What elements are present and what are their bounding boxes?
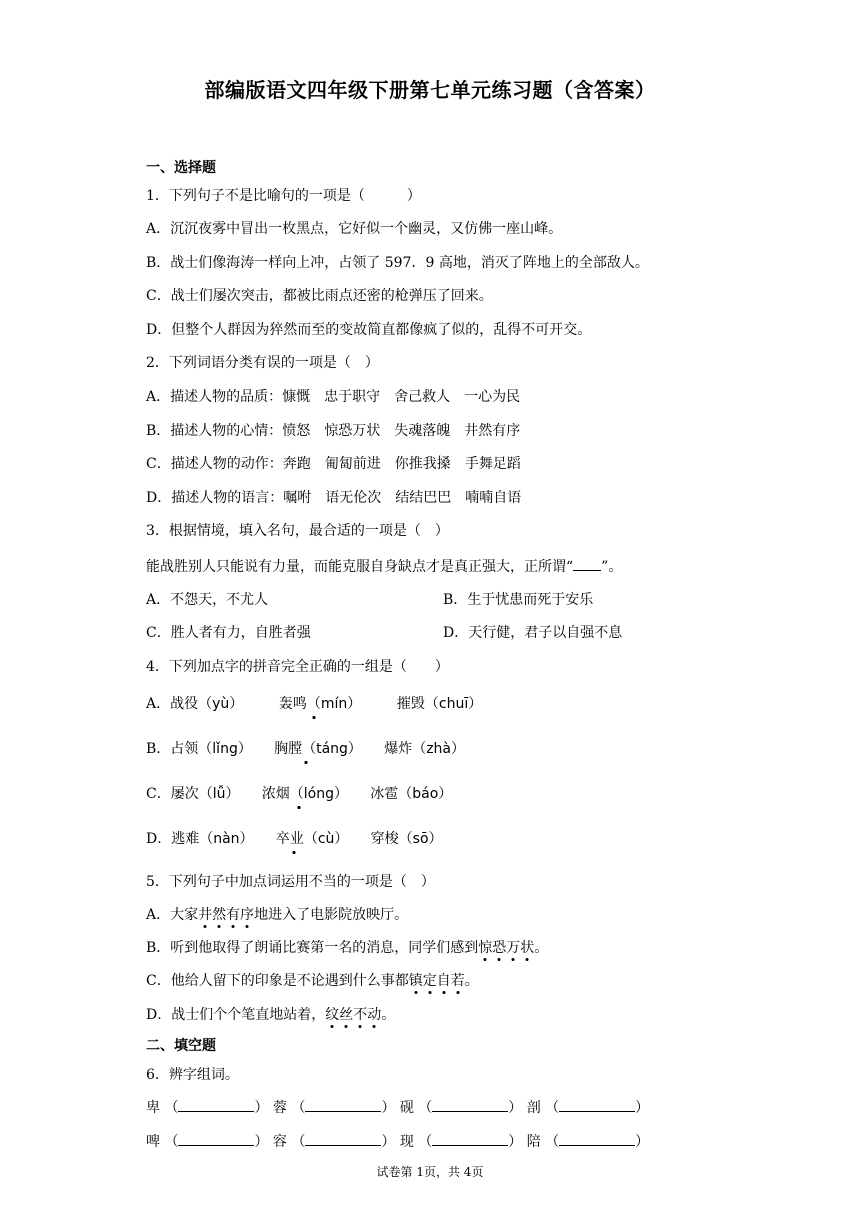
question-2-stem: 2．下列词语分类有误的一项是（ ）	[146, 355, 379, 371]
question-4-option-c: C．屡次（lǚ） 浓烟（lóng） 冰雹（báo）	[146, 786, 453, 802]
paren-close: ）	[635, 1134, 650, 1150]
question-3-option-b: B．生于忧患而死于安乐	[443, 592, 594, 608]
word-char: 现 （	[399, 1134, 433, 1150]
dotted-char: 若	[450, 973, 465, 989]
question-5-option-c: C．他给人留下的印象是不论遇到什么事都镇定自若。	[146, 973, 479, 989]
question-3-stem: 3．根据情境，填入名句，最合适的一项是（ ）	[146, 523, 449, 539]
dotted-char: 序	[240, 907, 255, 923]
word-char: 啤 （	[146, 1134, 179, 1150]
answer-blank[interactable]	[178, 1097, 254, 1112]
paren-close: ）	[635, 1100, 650, 1116]
paren-close: ）	[254, 1134, 273, 1150]
dotted-char: 动	[367, 1007, 382, 1023]
dotted-char: 惊	[478, 940, 493, 956]
paren-close: ）	[254, 1100, 273, 1116]
question-2-option-a: A．描述人物的品质：慷慨 忠于职守 舍己救人 一心为民	[146, 389, 521, 405]
word-char: 蓉 （	[272, 1100, 306, 1116]
answer-blank[interactable]	[305, 1131, 381, 1146]
page-title: 部编版语文四年级下册第七单元练习题（含答案）	[204, 78, 656, 102]
question-4-option-b: B．占领（lǐng） 胸膛（táng） 爆炸（zhà）	[146, 741, 466, 757]
answer-blank[interactable]	[178, 1131, 254, 1146]
section-heading-fill: 二、填空题	[146, 1038, 216, 1054]
question-5-option-d: D．战士们个个笔直地站着，纹丝不动。	[146, 1007, 396, 1023]
question-3-context: 能战胜别人只能说有力量，而能克服自身缺点才是真正强大，正所谓“ ”。	[146, 556, 622, 577]
word-char: 砚 （	[399, 1100, 433, 1116]
answer-blank[interactable]	[432, 1131, 508, 1146]
dotted-word	[478, 940, 534, 956]
paren-close: ）	[381, 1134, 400, 1150]
paren-close: ）	[508, 1134, 527, 1150]
word-char: 剖 （	[526, 1100, 560, 1116]
question-5-option-a: A．大家井然有序地进入了电影院放映厅。	[146, 907, 409, 923]
question-4-stem: 4．下列加点字的拼音完全正确的一组是（ ）	[146, 659, 449, 675]
paren-close: ）	[381, 1100, 400, 1116]
dotted-char: 自	[436, 973, 451, 989]
question-6-row-1	[146, 1097, 649, 1118]
question-4-option-a: A．战役（yù） 轰鸣（mín） 摧毁（chuī）	[146, 696, 483, 712]
dotted-char: 井	[198, 907, 213, 923]
question-3-option-c: C．胜人者有力，自胜者强	[146, 625, 311, 641]
question-1-option-d: D．但整个人群因为猝然而至的变故简直都像疯了似的，乱得不可开交。	[146, 322, 592, 338]
question-3-option-d: D．天行健，君子以自强不息	[443, 625, 623, 641]
question-2-option-c: C．描述人物的动作：奔跑 匍匐前进 你推我搡 手舞足蹈	[146, 456, 521, 472]
question-6-stem: 6．辨字组词。	[146, 1067, 239, 1083]
answer-blank[interactable]	[559, 1097, 635, 1112]
question-2-option-b: B．描述人物的心情：愤怒 惊恐万状 失魂落魄 井然有序	[146, 423, 521, 439]
question-4-option-d: D．逃难（nàn） 卒业（cù） 穿梭（sō）	[146, 831, 443, 847]
dotted-char: 然	[212, 907, 227, 923]
dotted-char: 状	[520, 940, 535, 956]
question-1-stem: 1．下列句子不是比喻句的一项是（ ）	[146, 188, 421, 204]
answer-blank[interactable]	[559, 1131, 635, 1146]
dotted-char: 丝	[339, 1007, 354, 1023]
dotted-word	[325, 1007, 381, 1023]
question-1-option-b: B．战士们像海涛一样向上冲，占领了 597．9 高地，消灭了阵地上的全部敌人。	[146, 255, 649, 271]
dotted-word	[409, 973, 465, 989]
question-1-option-c: C．战士们屡次突击，都被比雨点还密的枪弹压了回来。	[146, 288, 493, 304]
dotted-char: 有	[226, 907, 241, 923]
word-char: 陪 （	[526, 1134, 560, 1150]
dotted-char: 定	[422, 973, 437, 989]
question-3-option-a: A．不怨天，不尤人	[146, 592, 269, 608]
answer-blank[interactable]	[432, 1097, 508, 1112]
question-6-row-2	[146, 1131, 649, 1152]
section-heading-choice: 一、选择题	[146, 160, 216, 176]
dotted-word	[198, 907, 254, 923]
dotted-char: 恐	[492, 940, 507, 956]
page-footer: 试卷第 1页，共 4页	[376, 1165, 484, 1179]
dotted-char: 万	[506, 940, 521, 956]
question-1-option-a: A．沉沉夜雾中冒出一枚黑点，它好似一个幽灵，又仿佛一座山峰。	[146, 221, 563, 237]
answer-blank[interactable]	[305, 1097, 381, 1112]
word-char: 卑 （	[146, 1100, 179, 1116]
paren-close: ）	[508, 1100, 527, 1116]
dotted-char: 纹	[325, 1007, 340, 1023]
dotted-char: 镇	[408, 973, 423, 989]
answer-blank[interactable]	[573, 556, 601, 571]
word-char: 容 （	[272, 1134, 306, 1150]
question-5-option-b: B．听到他取得了朗诵比赛第一名的消息，同学们感到惊恐万状。	[146, 940, 549, 956]
question-2-option-d: D．描述人物的语言：嘱咐 语无伦次 结结巴巴 喃喃自语	[146, 490, 522, 506]
question-5-stem: 5．下列句子中加点词运用不当的一项是（ ）	[146, 874, 435, 890]
dotted-char: 不	[353, 1007, 368, 1023]
